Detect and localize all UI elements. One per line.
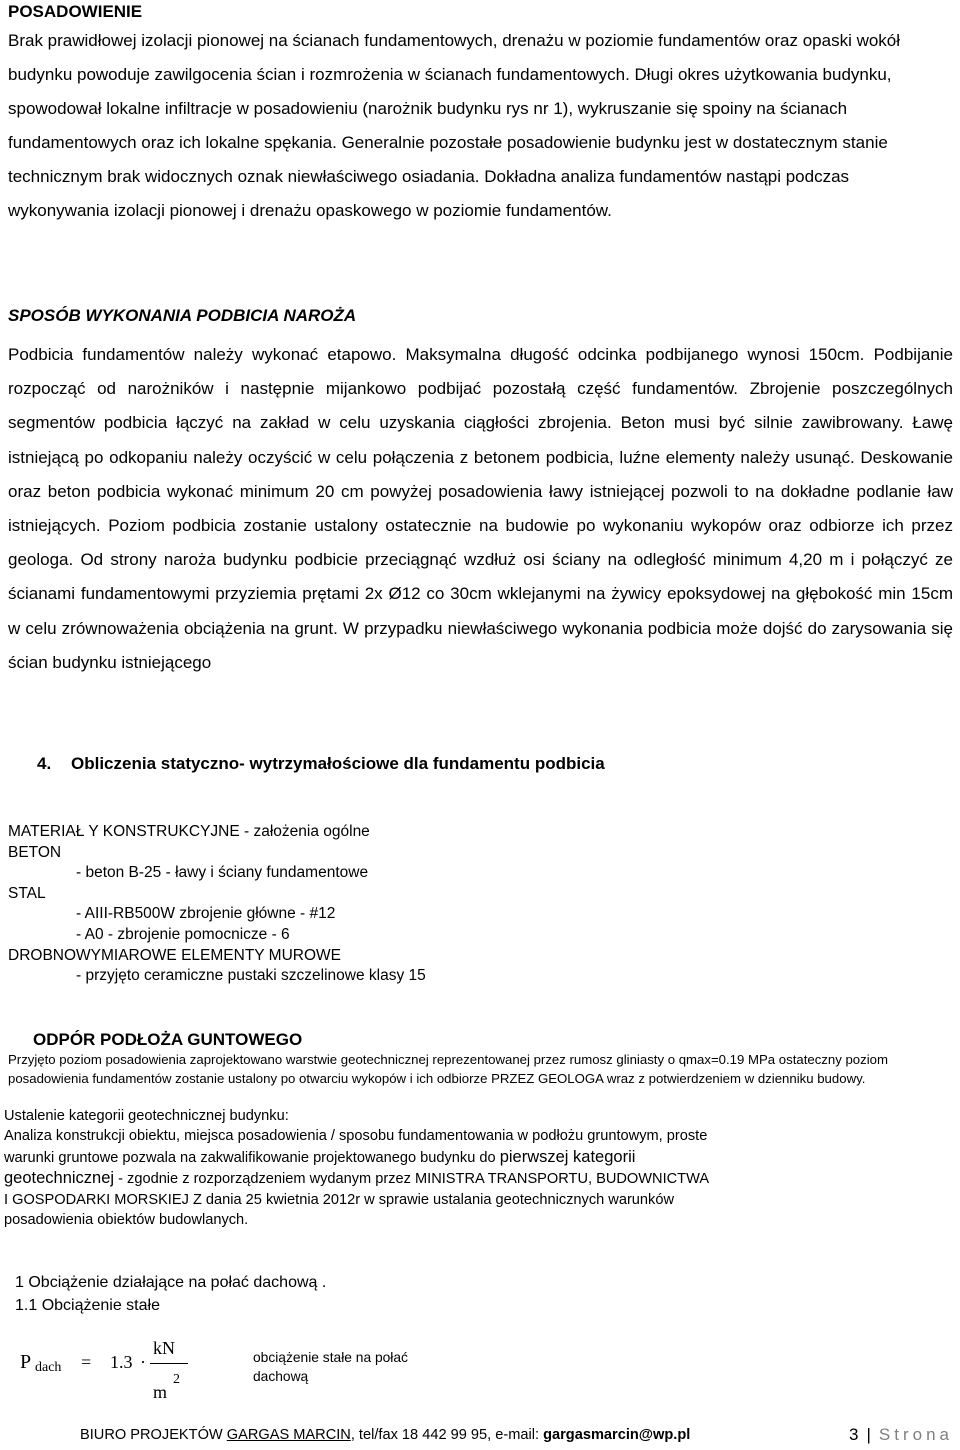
load-heading: 1 Obciążenie działające na połać dachową . [15,1274,327,1291]
materials-line: STAL [8,884,46,902]
sposob-title: SPOSÓB WYKONANIA PODBICIA NAROŻA [8,306,357,325]
materials-block [8,822,426,987]
formula-description: obciążenie stałe na połać dachową [253,1350,408,1384]
formula-denominator: m [153,1382,168,1402]
formula-subscript: dach [35,1360,62,1375]
page-number-block [849,1425,953,1445]
formula-numerator: kN [153,1338,175,1358]
page-footer [80,1427,955,1443]
formula-value: 1.3 [110,1352,133,1372]
posadowienie-section [8,0,953,228]
materials-line: - AIII-RB500W zbrojenie główne - #12 [76,905,336,923]
load-subheading: 1.1 Obciążenie stałe [15,1297,160,1314]
footer-email: gargasmarcin@wp.pl [543,1427,691,1443]
geo-line: Analiza konstrukcji obiektu, miejsca posadowienia / sposobu fundamentowania w podłożu gruntowym, proste [4,1128,708,1145]
geo-line-part: - zgodnie z rozporządzeniem wydanym przez MINISTRA TRANSPORTU, BUDOWNICTWA [114,1171,710,1188]
section-4-title: Obliczenia statyczno- wytrzymałościowe dla fundamentu podbicia [71,754,605,773]
geo-line: posadowienia obiektów budowlanych. [4,1212,249,1229]
geo-line-part: warunki gruntowe pozwala na zakwalifikowanie projektowanego budynku do [4,1149,500,1166]
materials-line: - A0 - zbrojenie pomocnicze - 6 [76,925,290,943]
geo-line [4,1147,954,1168]
geo-category-name-cont: geotechnicznej [4,1169,115,1188]
materials-line: - beton B-25 - ławy i ściany fundamentowe [76,864,369,882]
formula-symbol: P [20,1351,32,1373]
geotechnical-category-block [4,1106,954,1230]
posadowienie-text: Brak prawidłowej izolacji pionowej na ścianach fundamentowych, drenażu w poziomie fundamentów oraz opaski wokół budynku powoduje zawilgocenia ścian i rozmrożenia w ścianach fundamentowych. Długi okres użytkowania budynku, spowodował lokalne infiltracje w posadowieniu (narożnik budynku rys nr 1), wykruszanie się spoiny na ścianach fundamentowych oraz ich lokalne spękania. Generalnie pozostałe posadowienie budynku jest w dostatecznym stanie technicznym brak widocznych oznak niewłaściwego osiadania. Dokładna analiza fundamentów nastąpi podczas wykonywania izolacji pionowej i drenażu opaskowego w poziomie fundamentów. [8,31,901,220]
page-word: Strona [878,1425,953,1444]
footer-office: BIURO PROJEKTÓW [80,1427,227,1443]
page-separator: | [866,1425,871,1444]
page-number: 3 [849,1425,859,1444]
materials-line: BETON [8,843,62,861]
section-4-heading [37,754,605,774]
formula-exponent: 2 [173,1372,180,1387]
materials-line: DROBNOWYMIAROWE ELEMENTY MUROWE [8,946,341,964]
footer-name: GARGAS MARCIN [226,1427,351,1443]
formula-fraction-bar [150,1363,188,1364]
odpor-title: ODPÓR PODŁOŻA GUNTOWEGO [33,1030,303,1049]
formula-equals: = [81,1352,92,1372]
odpor-small-text: Przyjęto poziom posadowienia zaprojektowano warstwie geotechnicznej reprezentowanej przez rumosz gliniasty o qmax=0.19 MPa ostateczny poziom posadowienia fundamentów zostanie ustalony po otwarciu wykopów i ich odbiorze PRZEZ GEOLOGA wraz z potwierdzeniem w dzienniku budowy. [8,1052,888,1086]
posadowienie-heading: POSADOWIENIE [8,2,143,21]
footer-contact: , tel/fax 18 442 99 95, e-mail: [350,1427,544,1443]
materials-line: - przyjęto ceramiczne pustaki szczelinowe klasy 15 [76,967,426,985]
section-4-number: 4. [37,754,52,773]
materials-line: MATERIAŁ Y KONSTRUKCYJNE - założenia ogólne [8,823,370,840]
sposob-text: Podbicia fundamentów należy wykonać etapowo. Maksymalna długość odcinka podbijanego wynosi 150cm. Podbijanie rozpocząć od narożników i następnie mijankowo podbijać pozostałą część fundamentów. Zbrojenie poszczególnych segmentów podbicia łączyć na zakład w celu uzyskania ciągłości zbrojenia. Beton musi być silnie zawibrowany. Ławę istniejącą po odkopaniu należy oczyścić w celu połączenia z betonem podbicia, luźne elementy należy usunąć. Deskowanie oraz beton podbicia wykonać minimum 20 cm powyżej posadowienia ławy istniejącej pozwoli to na dokładne podlanie ław istniejących. Poziom podbicia zostanie ustalony ostatecznie na budowie po wykonaniu wykopów oraz odbiorze ich przez geologa. Od strony naroża budynku podbicie przeciągnąć wzdłuż osi ściany na odległość minimum 4,20 m i połączyć ze ścianami fundamentowymi przyziemia prętami 2x Ø12 co 30cm wklejanymi na żywicy epoksydowej na głębokość min 15cm w celu zrównoważenia obciążenia na grunt. W przypadku niewłaściwego wykonania podbicia może dojść do zarysowania się ścian budynku istniejącego [8,345,953,672]
geo-category-name: pierwszej kategorii [499,1147,636,1166]
geo-line: Ustalenie kategorii geotechnicznej budynku: [4,1108,289,1124]
geo-line: I GOSPODARKI MORSKIEJ Z dania 25 kwietnia 2012r w sprawie ustalania geotechnicznych warunków [4,1191,674,1208]
formula-multiply: · [140,1352,146,1372]
load-formula [20,1338,240,1408]
geo-line [4,1168,954,1189]
